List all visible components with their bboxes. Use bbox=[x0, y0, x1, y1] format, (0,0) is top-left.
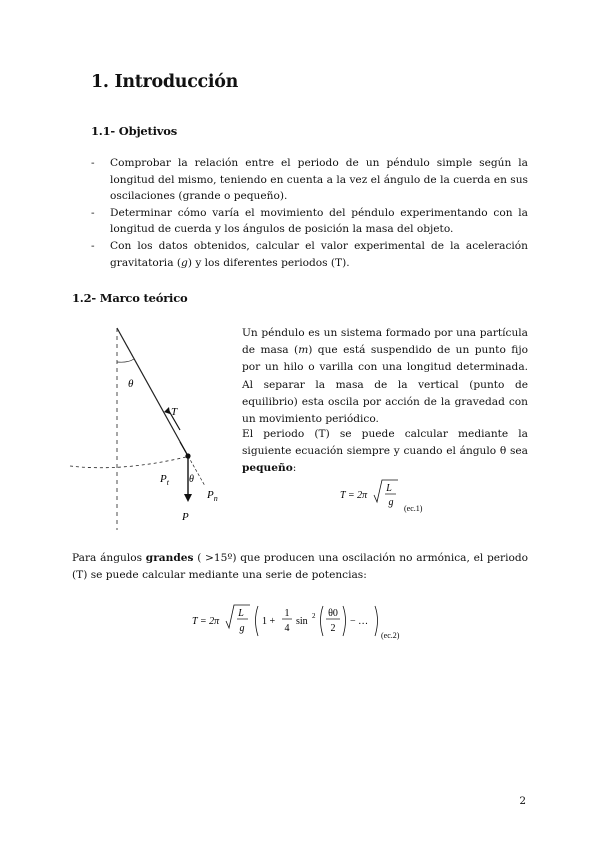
large-emphasis: grandes bbox=[145, 552, 194, 564]
gravity-variable: g bbox=[181, 256, 188, 269]
swing-arc bbox=[70, 457, 186, 468]
section-heading-objetivos: 1.1- Objetivos bbox=[91, 124, 178, 138]
eq2-sin: sin bbox=[296, 616, 308, 627]
pendulum-string bbox=[117, 328, 188, 456]
pendulum-mass bbox=[185, 453, 190, 458]
list-item bbox=[91, 155, 528, 205]
period-intro: El periodo (T) se puede calcular mediante la siguiente ecuación siempre y cuando el ángulo θ sea pequeño: bbox=[242, 428, 528, 475]
bullet-dash: - bbox=[91, 206, 95, 219]
list-item bbox=[91, 238, 528, 271]
list-item-text: Comprobar la relación entre el periodo de un péndulo simple según la longitud del mismo, teniendo en cuenta a la vez el ángulo de la cuerda en sus oscilaciones (grande o pequeño). bbox=[110, 157, 528, 203]
pendulum-diagram bbox=[62, 322, 232, 532]
pt-label: $P_t$ bbox=[160, 473, 169, 487]
small-emphasis: pequeño bbox=[242, 462, 293, 475]
objetivos-list bbox=[91, 155, 528, 271]
eq2-close-paren bbox=[375, 606, 378, 636]
eq1-numerator: L bbox=[386, 483, 392, 494]
eq2-inner-close-paren bbox=[343, 606, 346, 636]
weight-arrow-head bbox=[184, 494, 192, 502]
eq2-theta-den: 2 bbox=[330, 623, 336, 634]
eq1-denominator: g bbox=[388, 497, 394, 508]
pendulum-definition: Un péndulo es un sistema formado por una partícula de masa (m) que está suspendido de un punto fijo por un hilo o varilla con una longitud determinada. Al separar la masa de la vertical (punto de equilibrio) esta oscila por acción de la gravedad con un movimiento periódico. bbox=[242, 327, 528, 426]
page-title: 1. Introducción bbox=[91, 72, 239, 92]
tension-label: T bbox=[171, 406, 178, 418]
eq2-numerator: L bbox=[238, 608, 244, 619]
eq2-one-plus: 1 + bbox=[262, 616, 276, 627]
eq1-lhs: T = 2π bbox=[340, 490, 368, 501]
mass-variable: m bbox=[298, 344, 309, 357]
pn-label: $P_n$ bbox=[207, 489, 218, 503]
weight-label: P bbox=[182, 511, 189, 523]
tension-arrow-head bbox=[164, 407, 170, 414]
angle-arc bbox=[117, 359, 134, 362]
eq2-inner-open-paren bbox=[321, 606, 324, 636]
theta-label: θ bbox=[128, 378, 134, 390]
eq2-open-paren bbox=[256, 606, 259, 636]
eq2-frac-den: 4 bbox=[284, 623, 290, 634]
equation-1 bbox=[340, 477, 440, 517]
section-heading-marco: 1.2- Marco teórico bbox=[72, 291, 188, 305]
equation-2 bbox=[192, 600, 422, 650]
bullet-dash: - bbox=[91, 157, 95, 169]
eq2-tail: − … bbox=[350, 616, 369, 627]
page-number: 2 bbox=[519, 795, 526, 807]
eq2-denominator: g bbox=[239, 623, 245, 634]
eq2-exponent: 2 bbox=[312, 612, 316, 620]
list-item-text: Con los datos obtenidos, calcular el valor experimental de la aceleración gravitatoria (g) y los diferentes periodos (T). bbox=[110, 239, 528, 269]
eq2-theta-num: θ0 bbox=[328, 608, 338, 619]
eq2-frac-num: 1 bbox=[284, 608, 290, 619]
bullet-dash: - bbox=[91, 239, 95, 252]
eq2-tag: (ec.2) bbox=[381, 631, 400, 640]
eq2-lhs: T = 2π bbox=[192, 616, 220, 627]
list-item bbox=[91, 205, 528, 238]
list-item-text: Determinar cómo varía el movimiento del péndulo experimentando con la longitud de cuerda y los ángulos de posición la masa del objeto. bbox=[110, 206, 528, 236]
theta-bottom-label: θ bbox=[189, 474, 194, 485]
large-angles-paragraph: Para ángulos grandes ( >15º) que producen una oscilación no armónica, el periodo (T) se puede calcular mediante una serie de potencias: bbox=[72, 552, 529, 582]
eq1-tag: (ec.1) bbox=[404, 504, 423, 513]
